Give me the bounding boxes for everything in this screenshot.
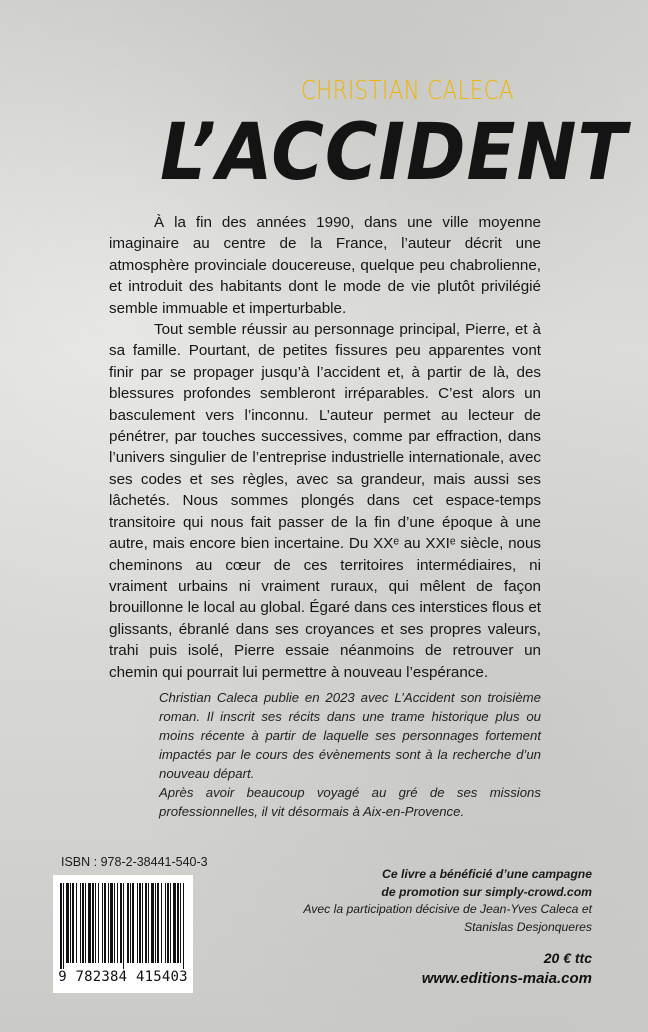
barcode-bar bbox=[173, 883, 176, 963]
publisher-website: www.editions-maia.com bbox=[421, 970, 592, 987]
author-name: CHRISTIAN CALECA bbox=[301, 76, 515, 106]
promo-line: Avec la participation décisive de Jean-Yves Caleca et bbox=[303, 902, 592, 916]
barcode-bar bbox=[108, 883, 109, 963]
barcode-bar bbox=[60, 883, 62, 969]
promo-line: de promotion sur simply-crowd.com bbox=[381, 884, 592, 899]
barcode-bar bbox=[120, 883, 122, 963]
synopsis-paragraph: Tout semble réussir au personnage principal, Pierre, et à sa famille. Pourtant, de petites fissures peu apparentes vont finir par se propager jusqu’à l’accident et, à partir de là, des blessures profondes sembleront irréparables. C’est alors un basculement vers l’inconnu. L’auteur permet au lecteur de pénétrer, par touches successives, comme par effraction, dans l’univers singulier de l’entreprise industrielle internationale, avec ses codes et ses règles, avec sa grandeur, mais aussi ses lâchetés. Nous sommes plongés dans cet espace-temps transitoire qui nous fait passer de la fin d’une époque à une autre, mais encore bien incertaine. Du XXᵉ au XXIᵉ siècle, nous cheminons au cœur de ces territoires intermédiaires, ni vraiment urbains ni vraiment ruraux, qui mêlent de façon brouillonne le local au global. Égaré dans ces interstices flous et glissants, ébranlé dans ses croyances et ses propres valeurs, trahi puis isolé, Pierre essaie néanmoins de retrouver un chemin qui pourrait lui permettre à nouveau l’espérance. bbox=[109, 321, 541, 681]
bio-paragraph: Christian Caleca publie en 2023 avec L’Accident son troisième roman. Il inscrit ses récits dans une trame historique plus ou moins récente à partir de laquelle ses personnages fortement impactés par le cours des évènements sont à la recherche d’un nouveau départ. bbox=[159, 690, 541, 781]
barcode-icon bbox=[60, 883, 186, 969]
barcode-bar bbox=[72, 883, 74, 963]
barcode-bar bbox=[180, 883, 181, 963]
barcode-bar bbox=[123, 883, 124, 969]
bio-paragraph: Après avoir beaucoup voyagé au gré de ses missions professionnelles, il vit désormais à Aix-en-Provence. bbox=[159, 785, 541, 819]
synopsis bbox=[109, 212, 541, 683]
barcode-bar bbox=[102, 883, 103, 963]
barcode-bar bbox=[170, 883, 171, 963]
barcode-bar bbox=[66, 883, 69, 963]
barcode-bar bbox=[151, 883, 154, 963]
barcode-bar bbox=[104, 883, 106, 963]
barcode-bar bbox=[137, 883, 138, 963]
barcode-bar bbox=[139, 883, 141, 963]
barcode-bar bbox=[145, 883, 147, 963]
barcode-bar bbox=[177, 883, 179, 963]
barcode-bar bbox=[63, 883, 64, 969]
book-title: L’ACCIDENT bbox=[160, 108, 628, 198]
barcode bbox=[53, 875, 193, 993]
barcode-bar bbox=[183, 883, 184, 969]
barcode-bar bbox=[142, 883, 143, 963]
barcode-bar bbox=[82, 883, 84, 963]
promo-line: Ce livre a bénéficié d’une campagne bbox=[382, 867, 592, 881]
promotion-credit bbox=[300, 866, 592, 936]
barcode-bar bbox=[130, 883, 131, 963]
synopsis-paragraph: À la fin des années 1990, dans une ville moyenne imaginaire au centre de la France, l’auteur décrit une atmosphère provinciale doucereuse, quelque peu chabrolienne, et introduit des habitants dont le mode de vie plutôt privilégié semble immuable et imperturbable. bbox=[109, 214, 541, 317]
barcode-bar bbox=[167, 883, 169, 963]
price-label: 20 € ttc bbox=[543, 950, 592, 966]
barcode-bar bbox=[88, 883, 91, 963]
author-bio bbox=[159, 688, 541, 821]
barcode-bar bbox=[70, 883, 71, 963]
barcode-bar bbox=[85, 883, 86, 963]
barcode-bar bbox=[114, 883, 115, 963]
barcode-bar bbox=[127, 883, 129, 963]
barcode-bar bbox=[92, 883, 94, 963]
barcode-bar bbox=[157, 883, 159, 963]
barcode-bar bbox=[76, 883, 77, 963]
barcode-bar bbox=[80, 883, 81, 963]
barcode-bar bbox=[110, 883, 113, 963]
barcode-bar bbox=[165, 883, 166, 963]
promo-line: Stanislas Desjonqueres bbox=[463, 919, 592, 934]
barcode-bar bbox=[98, 883, 99, 963]
barcode-digits: 9 782384 415403 bbox=[58, 969, 188, 985]
barcode-bar bbox=[95, 883, 96, 963]
barcode-bar bbox=[161, 883, 162, 963]
barcode-bar bbox=[132, 883, 134, 963]
barcode-bar bbox=[117, 883, 118, 963]
barcode-bar bbox=[148, 883, 149, 963]
barcode-bar bbox=[155, 883, 156, 963]
isbn-label: ISBN : 978-2-38441-540-3 bbox=[61, 855, 208, 869]
